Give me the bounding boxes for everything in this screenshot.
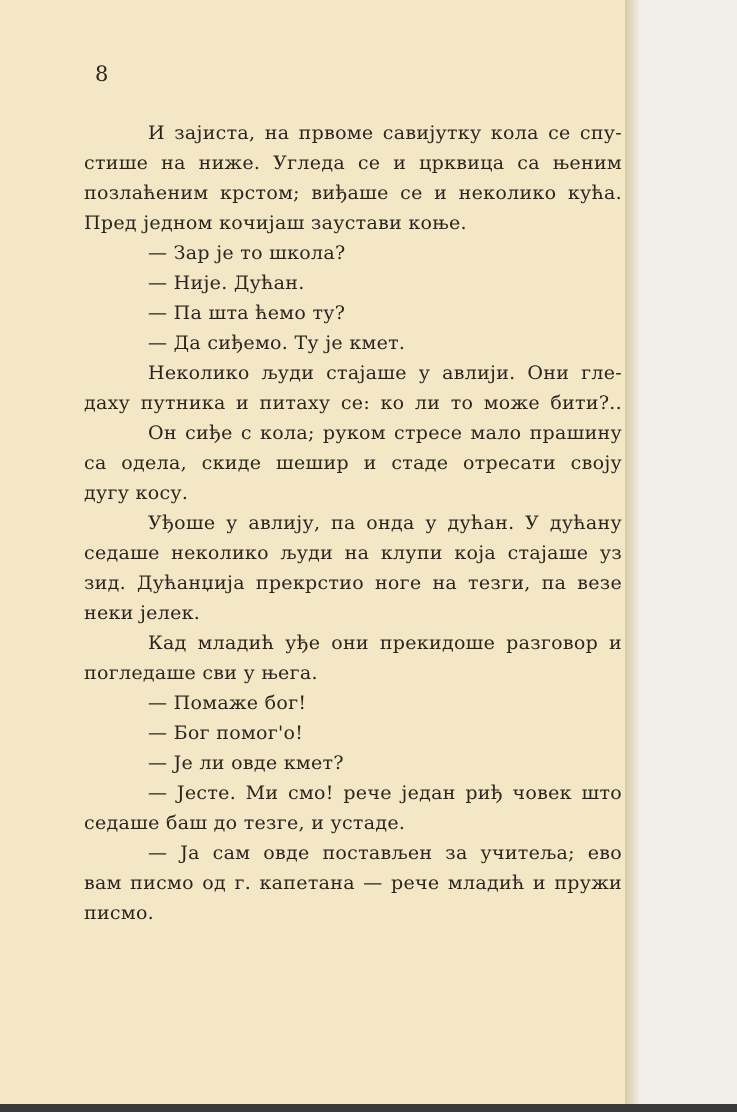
text-line: позлаћеним крстом; виђаше се и неколико кућа. bbox=[84, 182, 622, 204]
body-text bbox=[84, 118, 622, 928]
scan-bottom-edge bbox=[0, 1104, 737, 1112]
text-line: — Ја сам овде постављен за учитеља; ево bbox=[148, 842, 622, 864]
text-line: зид. Дућанџија прекрстио ноге на тезги, па везе bbox=[84, 572, 622, 594]
text-line: Кад младић уђе они прекидоше разговор и bbox=[148, 632, 622, 654]
text-line: даху путника и питаху се: ко ли то може бити?.. bbox=[84, 392, 622, 414]
page-number: 8 bbox=[95, 62, 109, 86]
text-line: Он сиђе с кола; руком стресе мало прашину bbox=[148, 422, 622, 444]
text-line: Пред једном кочијаш заустави коње. bbox=[84, 212, 467, 234]
text-line: — Није. Дућан. bbox=[148, 272, 305, 294]
text-line: са одела, скиде шешир и стаде отресати своју bbox=[84, 452, 622, 474]
text-line: — Је ли овде кмет? bbox=[148, 752, 344, 774]
text-line: — Помаже бог! bbox=[148, 692, 307, 714]
text-line: Неколико људи стајаше у авлији. Они гле- bbox=[148, 362, 622, 384]
text-line: погледаше сви у њега. bbox=[84, 662, 318, 684]
text-line: седаше неколико људи на клупи која стајаше уз bbox=[84, 542, 622, 564]
text-line: — Да сиђемо. Ту је кмет. bbox=[148, 332, 406, 354]
text-line: стише на ниже. Угледа се и црквица са њеним bbox=[84, 152, 622, 174]
text-line: — Бог помог'о! bbox=[148, 722, 304, 744]
text-line: — Зар је то школа? bbox=[148, 242, 346, 264]
text-line: неки јелек. bbox=[84, 602, 201, 624]
scan-margin bbox=[639, 0, 737, 1112]
text-line: вам писмо од г. капетана — рече младић и пружи bbox=[84, 872, 622, 894]
text-line: дугу косу. bbox=[84, 482, 189, 504]
text-line: писмо. bbox=[84, 902, 155, 924]
page-gutter bbox=[625, 0, 639, 1112]
text-line: И зајиста, на првоме савијутку кола се спу- bbox=[148, 122, 622, 144]
text-line: седаше баш до тезге, и устаде. bbox=[84, 812, 406, 834]
text-line: Уђоше у авлију, па онда у дућан. У дућану bbox=[148, 512, 622, 534]
text-line: — Јесте. Ми смо! рече један риђ човек што bbox=[148, 782, 622, 804]
text-line: — Па шта ћемо ту? bbox=[148, 302, 346, 324]
